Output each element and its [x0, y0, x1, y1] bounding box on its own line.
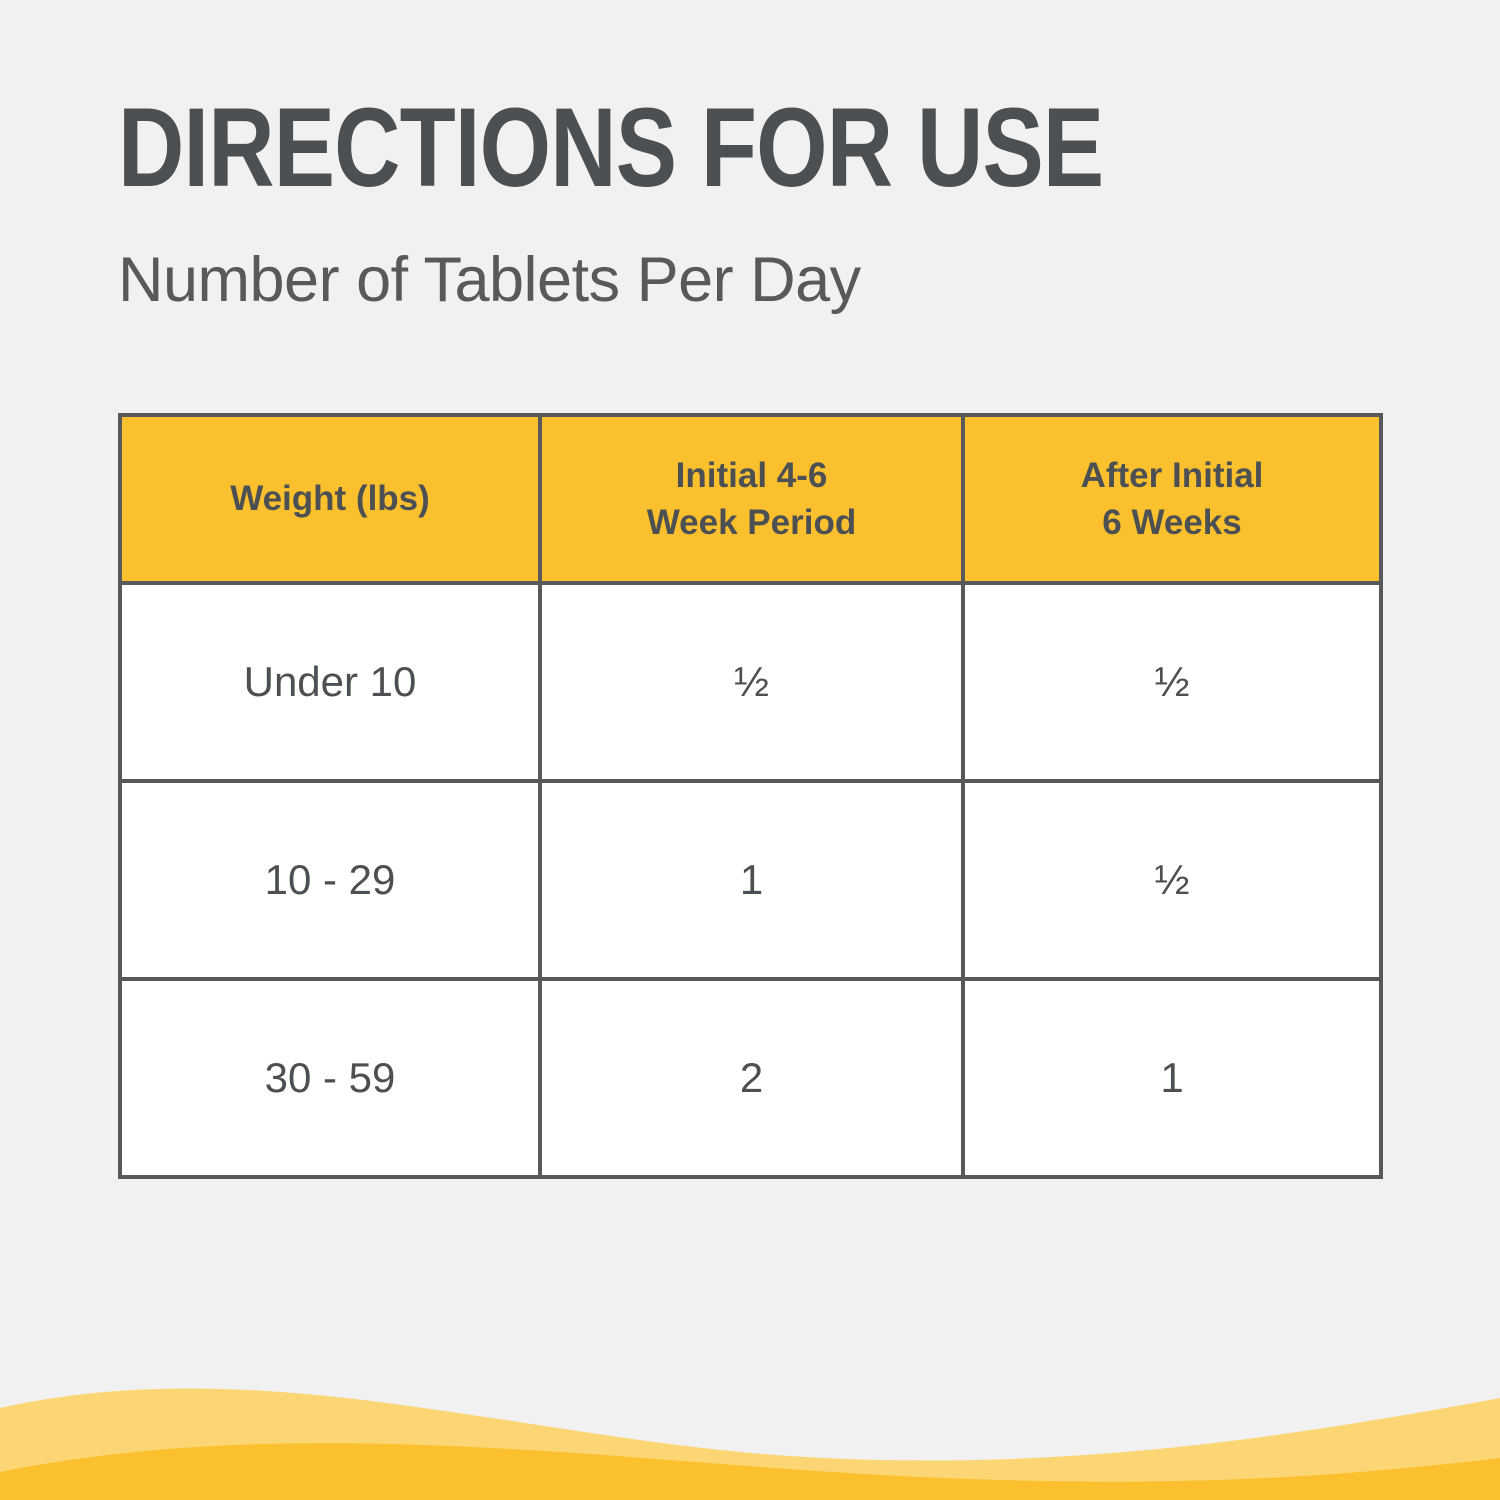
dosage-table	[118, 413, 1383, 1179]
column-header-initial-line2: Week Period	[646, 503, 857, 542]
table-row	[120, 781, 1381, 979]
cell-weight: 30 - 59	[120, 979, 540, 1177]
column-header-after-initial	[963, 415, 1381, 583]
column-header-after-line1: After Initial	[1080, 455, 1264, 495]
cell-weight: 10 - 29	[120, 781, 540, 979]
cell-after-dose: 1	[963, 979, 1381, 1177]
column-header-after-line2: 6 Weeks	[1102, 503, 1242, 542]
cell-initial-dose: 2	[540, 979, 963, 1177]
page-subtitle: Number of Tablets Per Day	[118, 245, 861, 315]
column-header-initial-period	[540, 415, 963, 583]
cell-initial-dose: ½	[540, 583, 963, 781]
page-title: DIRECTIONS FOR USE	[118, 85, 1104, 210]
cell-after-dose: ½	[963, 781, 1381, 979]
table-row	[120, 979, 1381, 1177]
cell-weight: Under 10	[120, 583, 540, 781]
column-header-initial-line1: Initial 4-6	[675, 455, 828, 495]
table-header	[120, 415, 1381, 583]
table-header-row	[120, 415, 1381, 583]
column-header-weight-label: Weight (lbs)	[230, 479, 430, 519]
table-row	[120, 583, 1381, 781]
cell-initial-dose: 1	[540, 781, 963, 979]
column-header-weight	[120, 415, 540, 583]
table-body	[120, 583, 1381, 1177]
cell-after-dose: ½	[963, 583, 1381, 781]
